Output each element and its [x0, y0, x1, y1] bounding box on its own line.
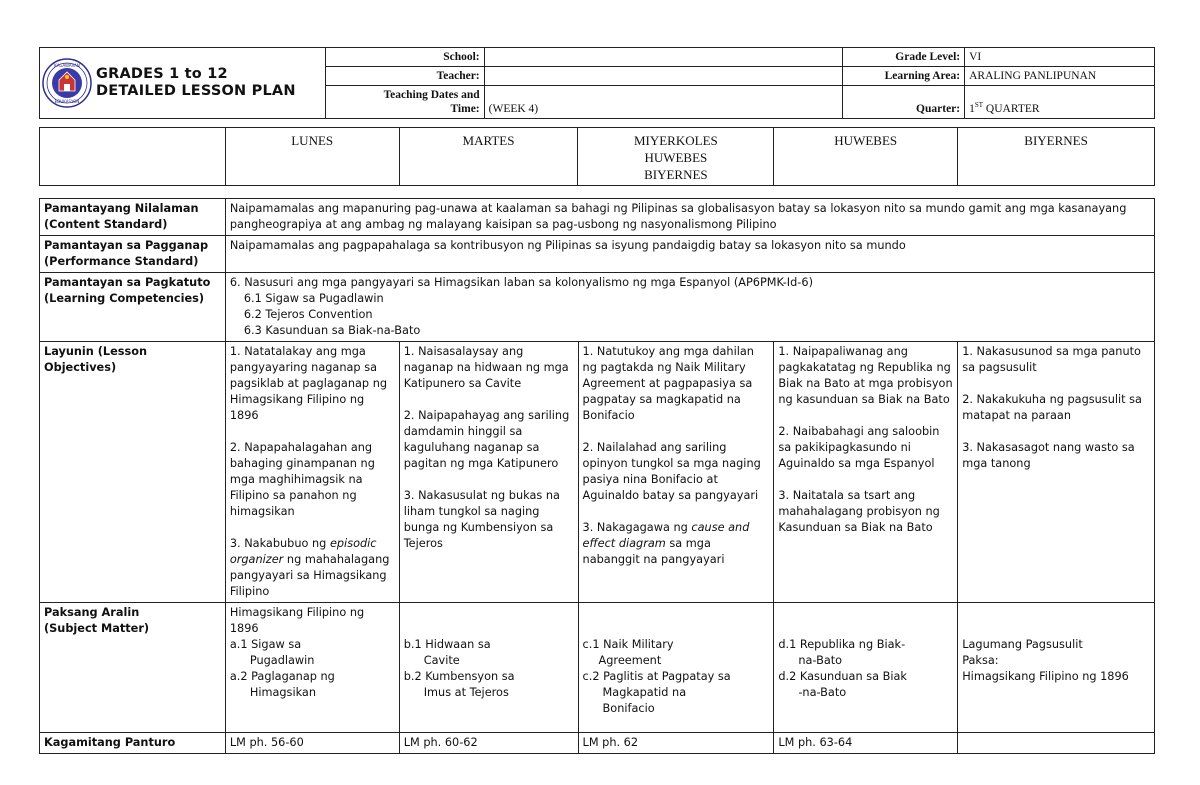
quarter-sup: ST — [974, 101, 984, 110]
objective-tue-2: 2. Naipapahayag ang sariling damdamin hinggil sa kaguluhang naganap sa pagitan ng mga Katipunero — [403, 409, 570, 470]
competency-sub-3: 6.3 Kasunduan sa Biak-na-Bato — [243, 324, 421, 337]
materials-monday: LM ph. 56-60 — [225, 733, 399, 754]
title-line-2: DETAILED LESSON PLAN — [96, 83, 296, 99]
school-label: School: — [325, 48, 484, 67]
materials-thursday: LM ph. 63-64 — [774, 733, 958, 754]
objective-wed-3c: sa mga nabanggit na pangyayari — [582, 537, 725, 566]
teaching-dates-label-2: Time: — [450, 103, 480, 115]
day-friday: BIYERNES — [958, 128, 1155, 186]
objective-fri-1: 1. Nakasusunod sa mga panuto sa pagsusulit — [962, 345, 1141, 374]
subject-mon-a2b: Himagsikan — [249, 686, 317, 699]
competency-sub-1: 6.1 Sigaw sa Pugadlawin — [243, 292, 384, 305]
competency-main: 6. Nasusuri ang mga pangyayari sa Himagsikan laban sa kolonyalismo ng mga Espanyol (AP6PMK-Id-6) — [229, 276, 813, 289]
subject-mon-a1: a.1 Sigaw sa — [229, 638, 302, 651]
subject-thu-d1b: na-Bato — [798, 654, 843, 667]
objective-wed-3 — [583, 520, 770, 568]
subject-tue-b2b: Imus at Tejeros — [423, 686, 509, 699]
quarter-rest: QUARTER — [983, 103, 1040, 115]
quarter-num: 1 — [969, 103, 975, 115]
content-standard-label-2: (Content Standard) — [44, 218, 168, 231]
content-standard-label — [40, 199, 226, 236]
learning-area-label: Learning Area: — [843, 67, 965, 86]
objectives-friday — [958, 342, 1155, 603]
objectives-thursday — [774, 342, 958, 603]
performance-standard-label — [40, 236, 226, 273]
subject-wed-c1: c.1 Naik Military — [582, 638, 674, 651]
competencies-label — [40, 273, 226, 342]
objective-thu-2: 2. Naibabahagi ang saloobin sa pakikipagkasundo ni Aguinaldo sa mga Espanyol — [778, 425, 940, 470]
materials-label: Kagamitang Panturo — [40, 733, 226, 754]
teaching-dates-label-1: Teaching Dates and — [383, 89, 480, 101]
subject-tue-b1b: Cavite — [423, 654, 460, 667]
content-standard-label-1: Pamantayang Nilalaman — [44, 202, 199, 215]
objective-wed-1: 1. Natutukoy ang mga dahilan ng pagtakda ng Naik Military Agreement at pagpapasiya sa pagpatay sa magkapatid na Bonifacio — [582, 345, 754, 422]
row-performance-standard — [40, 236, 1155, 273]
objective-mon-1: 1. Natatalakay ang mga pangyayaring naganap sa pagsiklab at paglaganap ng Himagsikang Filipino ng 1896 — [229, 345, 388, 422]
row-materials — [40, 733, 1155, 754]
subject-wed-c2: c.2 Paglitis at Pagpatay sa — [582, 670, 731, 683]
subject-tue-b1: b.1 Hidwaan sa — [403, 638, 491, 651]
subject-fri-3: Himagsikang Filipino ng 1896 — [962, 670, 1129, 683]
competency-sub-2: 6.2 Tejeros Convention — [243, 308, 373, 321]
deped-seal-icon — [42, 58, 92, 108]
objective-tue-1: 1. Naisasalaysay ang naganap na hidwaan ng mga Katipunero sa Cavite — [403, 345, 569, 390]
teacher-label: Teacher: — [325, 67, 484, 86]
objectives-wednesday — [578, 342, 774, 603]
subject-wed-c2b: Magkapatid na — [602, 686, 687, 699]
objective-tue-3: 3. Nakasusulat ng bukas na liham tungkol sa naging bunga ng Kumbensiyon sa Tejeros — [403, 489, 560, 550]
row-competencies — [40, 273, 1155, 342]
day-thursday: HUWEBES — [774, 128, 958, 186]
subject-fri-2: Paksa: — [962, 654, 999, 667]
objective-fri-3: 3. Nakasasagot nang wasto sa mga tanong — [962, 441, 1135, 470]
objectives-label: Layunin (Lesson Objectives) — [40, 342, 226, 603]
subject-matter-label-1: Paksang Aralin — [44, 606, 140, 619]
objective-wed-2: 2. Nailalahad ang sariling opinyon tungkol sa mga naging pasiya nina Bonifacio at Aguinaldo batay sa pangyayari — [582, 441, 761, 502]
objective-wed-3a: 3. Nakagagawa ng — [582, 521, 692, 534]
performance-standard-text: Naipamamalas ang pagpapahalaga sa kontribusyon ng Pilipinas sa isyung pandaigdig batay sa lokasyon nito sa mundo — [225, 236, 1154, 273]
day-monday: LUNES — [225, 128, 399, 186]
objective-mon-3a: 3. Nakabubuo ng — [229, 537, 330, 550]
svg-text:KAGAWARAN: KAGAWARAN — [54, 63, 80, 68]
days-corner — [40, 128, 226, 186]
quarter-value — [965, 86, 1155, 119]
teaching-dates-label — [325, 86, 484, 119]
subject-mon-a2: a.2 Paglaganap ng — [229, 670, 335, 683]
subject-matter-label — [40, 603, 226, 733]
competencies-label-2: (Learning Competencies) — [44, 292, 204, 305]
row-objectives — [40, 342, 1155, 603]
subject-matter-label-2: (Subject Matter) — [44, 622, 150, 635]
lesson-plan-table — [39, 198, 1155, 754]
materials-friday — [958, 733, 1155, 754]
content-standard-text: Naipamamalas ang mapanuring pag-unawa at kaalaman sa bahagi ng Pilipinas sa globalisasyon batay sa lokasyon nito sa mundo gamit ang mga kasanayang pangheograpiya at ang ambag ng malayang kaisipan sa pag-usbong ng nasyonalismong Pilipino — [225, 199, 1154, 236]
objective-thu-3: 3. Naitatala sa tsart ang mahahalagang probisyon ng Kasunduan sa Biak na Bato — [778, 489, 940, 534]
day-wednesday-b: HUWEBES — [644, 150, 708, 165]
days-header-table — [39, 127, 1155, 186]
subject-tuesday — [399, 603, 578, 733]
performance-standard-label-1: Pamantayan sa Pagganap — [44, 239, 209, 252]
objective-mon-3c: ng mahahalagang pangyayari sa Himagsikang Filipino — [229, 553, 390, 598]
objective-fri-2: 2. Nakakukuha ng pagsusulit sa matapat na paraan — [962, 393, 1142, 422]
objectives-monday — [225, 342, 399, 603]
objectives-tuesday — [399, 342, 578, 603]
learning-area-value: ARALING PANLIPUNAN — [965, 67, 1155, 86]
subject-wed-c1b: Agreement — [598, 654, 662, 667]
subject-wed-c2c: Bonifacio — [602, 702, 655, 715]
subject-tue-b2: b.2 Kumbensyon sa — [403, 670, 515, 683]
day-wednesday-c: BIYERNES — [644, 167, 708, 182]
objective-mon-2: 2. Napapahalagahan ang bahaging ginampanan ng mga maghihimagsik na Filipino sa panahon ng himagsikan — [229, 441, 375, 518]
subject-monday — [225, 603, 399, 733]
objective-thu-1: 1. Naipapaliwanag ang pagkakatatag ng Republika ng Biak na Bato at mga probisyon ng kasunduan sa Biak na Bato — [778, 345, 953, 406]
teaching-dates-value: (WEEK 4) — [484, 86, 843, 119]
day-wednesday-a: MIYERKOLES — [633, 133, 718, 148]
row-content-standard — [40, 199, 1155, 236]
school-value — [484, 48, 843, 67]
subject-friday — [958, 603, 1155, 733]
subject-mon-title: Himagsikang Filipino ng 1896 — [229, 606, 365, 635]
objective-mon-3 — [230, 536, 395, 600]
performance-standard-label-2: (Performance Standard) — [44, 255, 199, 268]
subject-thu-d2: d.2 Kasunduan sa Biak — [778, 670, 907, 683]
subject-thursday — [774, 603, 958, 733]
row-subject-matter — [40, 603, 1155, 733]
competencies-label-1: Pamantayan sa Pagkatuto — [44, 276, 211, 289]
subject-fri-1: Lagumang Pagsusulit — [962, 638, 1083, 651]
subject-wednesday — [578, 603, 774, 733]
header-brand — [40, 48, 326, 119]
day-wednesday — [578, 128, 774, 186]
subject-thu-d2b: -na-Bato — [798, 686, 847, 699]
title-line-1: GRADES 1 to 12 — [96, 66, 228, 82]
subject-mon-a1b: Pugadlawin — [249, 654, 315, 667]
objective-wed-3b: cause and effect diagram — [582, 521, 750, 550]
header-table — [39, 47, 1155, 119]
objective-mon-3b: episodic organizer — [229, 537, 377, 566]
grade-level-label: Grade Level: — [843, 48, 965, 67]
quarter-label: Quarter: — [843, 86, 965, 119]
subject-thu-d1: d.1 Republika ng Biak- — [778, 638, 906, 651]
grade-level-value: VI — [965, 48, 1155, 67]
teacher-value — [484, 67, 843, 86]
day-tuesday: MARTES — [399, 128, 578, 186]
svg-text:EDUKASYON: EDUKASYON — [54, 99, 80, 104]
materials-tuesday: LM ph. 60-62 — [399, 733, 578, 754]
materials-wednesday: LM ph. 62 — [578, 733, 774, 754]
competencies-text — [225, 273, 1154, 342]
